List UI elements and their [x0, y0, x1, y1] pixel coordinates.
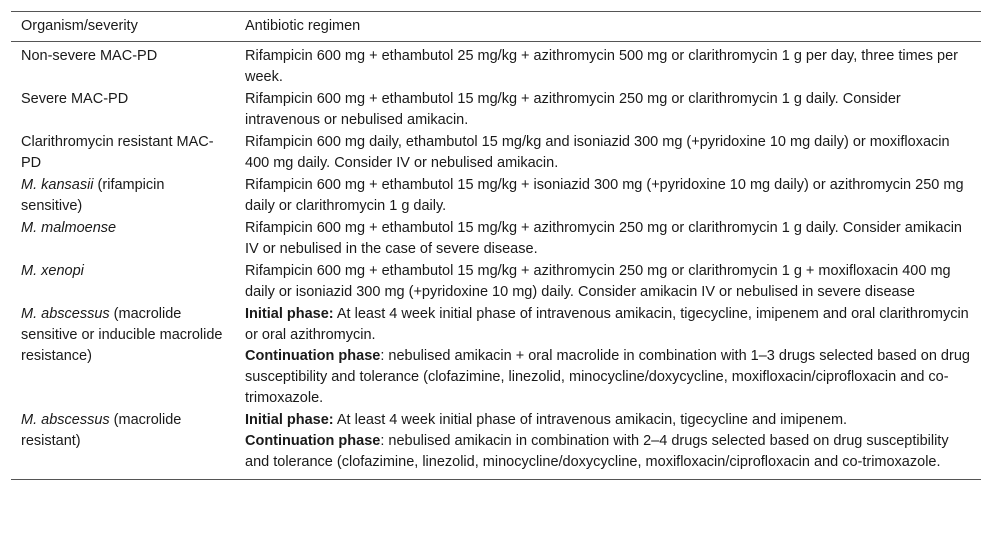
- regimen-cell: Rifampicin 600 mg daily, ethambutol 15 mg/kg and isoniazid 300 mg (+pyridoxine 10 mg daily) or moxifloxacin 400 mg daily. Consider IV or nebulised amikacin.: [245, 134, 950, 171]
- organism-cell: Non-severe MAC-PD: [21, 48, 158, 64]
- continuation-phase-text: : nebulised amikacin in combination with 2–4 drugs selected based on drug susceptibility and tolerance (clofazimine, linezolid, minocycline/doxycycline, moxifloxacin/ciprofloxacin and co-trimoxazole.: [245, 433, 949, 470]
- table-row: [11, 409, 981, 480]
- header-organism: Organism/severity: [11, 12, 235, 42]
- regimen-cell: Rifampicin 600 mg + ethambutol 25 mg/kg + azithromycin 500 mg or clarithromycin 1 g per day, three times per week.: [245, 48, 958, 85]
- organism-cell: [11, 409, 235, 480]
- organism-cell: Severe MAC-PD: [21, 91, 129, 107]
- regimen-cell: [235, 303, 981, 409]
- table-row: [11, 88, 981, 131]
- table-header-row: [11, 12, 981, 42]
- header-regimen: Antibiotic regimen: [235, 12, 981, 42]
- continuation-phase-label: Continuation phase: [245, 348, 381, 364]
- organism-qualifier: (rifampicin sensitive): [21, 177, 165, 214]
- organism-name: M. abscessus: [21, 306, 110, 322]
- continuation-phase: [245, 346, 971, 409]
- regimen-cell: [235, 409, 981, 480]
- table-row: [11, 303, 981, 409]
- table-row: [11, 260, 981, 303]
- antibiotic-regimen-table: [11, 11, 981, 480]
- organism-cell: Clarithromycin resistant MAC-PD: [21, 134, 214, 171]
- regimen-cell: Rifampicin 600 mg + ethambutol 15 mg/kg + isoniazid 300 mg (+pyridoxine 10 mg daily) or azithromycin 250 mg daily or clarithromycin 1 g daily.: [245, 177, 964, 214]
- organism-name: M. malmoense: [21, 220, 117, 236]
- regimen-cell: Rifampicin 600 mg + ethambutol 15 mg/kg + azithromycin 250 mg or clarithromycin 1 g + moxifloxacin 400 mg daily or isoniazid 300 mg (+pyridoxine 10 mg) daily. Consider amikacin IV or nebulised in severe disease: [245, 263, 951, 300]
- organism-qualifier: (macrolide resistant): [21, 412, 182, 449]
- organism-cell: [11, 303, 235, 409]
- table-row: [11, 217, 981, 260]
- table-row: [11, 131, 981, 174]
- initial-phase: [245, 410, 971, 431]
- initial-phase-text: At least 4 week initial phase of intravenous amikacin, tigecycline, imipenem and oral clarithromycin or oral azithromycin.: [245, 306, 969, 343]
- regimen-cell: Rifampicin 600 mg + ethambutol 15 mg/kg + azithromycin 250 mg or clarithromycin 1 g daily. Consider intravenous or nebulised amikacin.: [245, 91, 901, 128]
- initial-phase: [245, 304, 971, 346]
- organism-qualifier: (macrolide sensitive or inducible macrolide resistance): [21, 306, 223, 364]
- organism-cell: [11, 260, 235, 303]
- table-row: [11, 174, 981, 217]
- table-row: [11, 42, 981, 89]
- continuation-phase: [245, 431, 971, 473]
- initial-phase-label: Initial phase:: [245, 412, 334, 428]
- organism-name: M. kansasii: [21, 177, 94, 193]
- regimen-table-container: [11, 11, 981, 480]
- continuation-phase-text: : nebulised amikacin + oral macrolide in combination with 1–3 drugs selected based on drug susceptibility and tolerance (clofazimine, linezolid, minocycline/doxycycline, moxifloxacin/ciprofloxacin and co-trimoxazole.: [245, 348, 970, 406]
- continuation-phase-label: Continuation phase: [245, 433, 381, 449]
- regimen-cell: Rifampicin 600 mg + ethambutol 15 mg/kg + azithromycin 250 mg or clarithromycin 1 g daily. Consider amikacin IV or nebulised in the case of severe disease.: [245, 220, 962, 257]
- organism-name: M. xenopi: [21, 263, 84, 279]
- organism-name: M. abscessus: [21, 412, 110, 428]
- organism-cell: [11, 174, 235, 217]
- organism-cell: [11, 217, 235, 260]
- initial-phase-text: At least 4 week initial phase of intravenous amikacin, tigecycline and imipenem.: [333, 412, 848, 428]
- initial-phase-label: Initial phase:: [245, 306, 334, 322]
